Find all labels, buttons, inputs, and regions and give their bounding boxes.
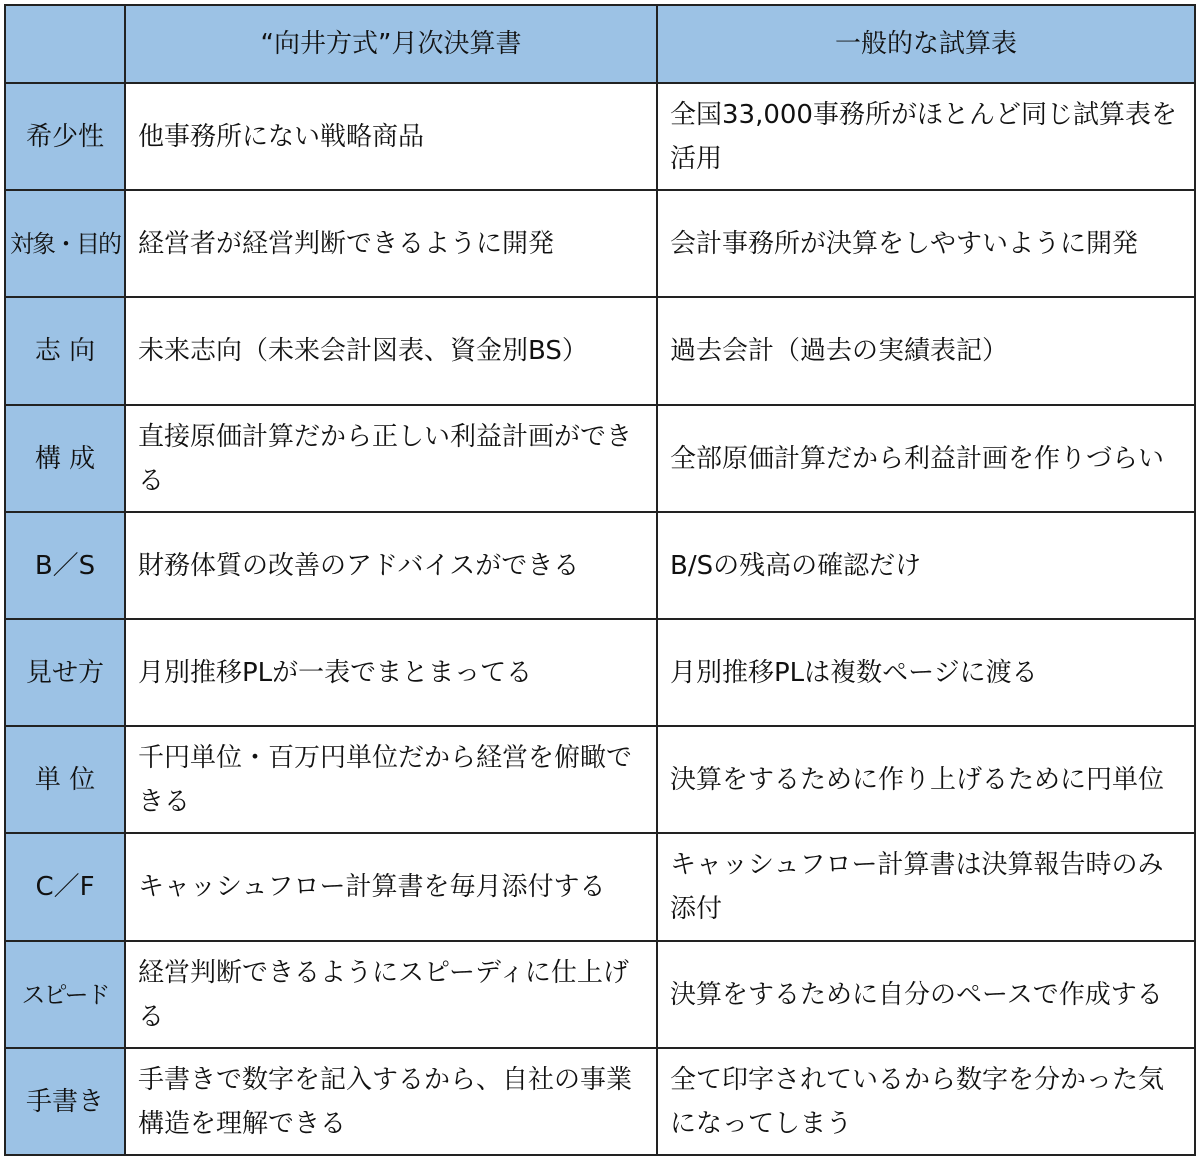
table-row	[5, 833, 1195, 941]
table-row	[5, 619, 1195, 726]
row-label: 単 位	[5, 726, 125, 833]
row-label: 見せ方	[5, 619, 125, 726]
row-label: C／F	[5, 833, 125, 941]
header-trial-balance: 一般的な試算表	[657, 5, 1195, 83]
comparison-table	[4, 4, 1196, 1156]
monthly-report-cell: キャッシュフロー計算書を毎月添付する	[125, 833, 657, 941]
trial-balance-cell: 決算をするために作り上げるために円単位	[657, 726, 1195, 833]
monthly-report-cell: 手書きで数字を記入するから、自社の事業構造を理解できる	[125, 1048, 657, 1155]
table-row	[5, 83, 1195, 190]
monthly-report-cell: 月別推移PLが一表でまとまってる	[125, 619, 657, 726]
row-label: スピード	[5, 941, 125, 1048]
table-row	[5, 1048, 1195, 1155]
row-label: 手書き	[5, 1048, 125, 1155]
table-row	[5, 726, 1195, 833]
monthly-report-cell: 財務体質の改善のアドバイスができる	[125, 512, 657, 619]
header-corner-cell	[5, 5, 125, 83]
row-label: 対象・目的	[5, 190, 125, 297]
table-row	[5, 297, 1195, 405]
trial-balance-cell: 月別推移PLは複数ページに渡る	[657, 619, 1195, 726]
table-row	[5, 190, 1195, 297]
trial-balance-cell: 全部原価計算だから利益計画を作りづらい	[657, 405, 1195, 512]
table-row	[5, 512, 1195, 619]
monthly-report-cell: 他事務所にない戦略商品	[125, 83, 657, 190]
monthly-report-cell: 未来志向（未来会計図表、資金別BS）	[125, 297, 657, 405]
trial-balance-cell: 過去会計（過去の実績表記）	[657, 297, 1195, 405]
header-row	[5, 5, 1195, 83]
row-label: 希少性	[5, 83, 125, 190]
row-label: 志 向	[5, 297, 125, 405]
monthly-report-cell: 直接原価計算だから正しい利益計画ができる	[125, 405, 657, 512]
monthly-report-cell: 経営判断できるようにスピーディに仕上げる	[125, 941, 657, 1048]
monthly-report-cell: 千円単位・百万円単位だから経営を俯瞰できる	[125, 726, 657, 833]
table-row	[5, 941, 1195, 1048]
trial-balance-cell: 決算をするために自分のペースで作成する	[657, 941, 1195, 1048]
trial-balance-cell: 全国33,000事務所がほとんど同じ試算表を活用	[657, 83, 1195, 190]
table-row	[5, 405, 1195, 512]
row-label: 構 成	[5, 405, 125, 512]
trial-balance-cell: B/Sの残高の確認だけ	[657, 512, 1195, 619]
trial-balance-cell: キャッシュフロー計算書は決算報告時のみ添付	[657, 833, 1195, 941]
trial-balance-cell: 全て印字されているから数字を分かった気になってしまう	[657, 1048, 1195, 1155]
header-monthly-report: “向井方式”月次決算書	[125, 5, 657, 83]
row-label: B／S	[5, 512, 125, 619]
trial-balance-cell: 会計事務所が決算をしやすいように開発	[657, 190, 1195, 297]
monthly-report-cell: 経営者が経営判断できるように開発	[125, 190, 657, 297]
